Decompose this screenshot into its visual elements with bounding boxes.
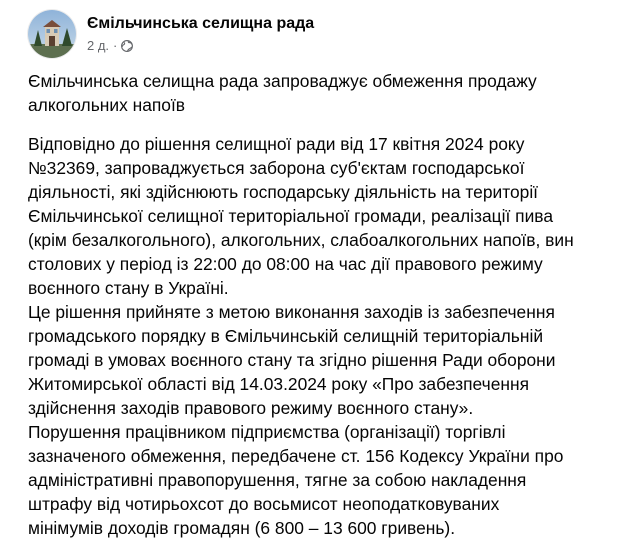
text-line: Це рішення прийняте з метою виконання заходів із забезпечення [28,302,555,322]
title-line: Ємільчинська селищна рада запроваджує обмеження продажу [28,71,537,91]
text-line: воєнного стану в Україні. [28,278,229,298]
post-subline [87,38,314,54]
text-line: (крім безалкогольного), алкогольних, слабоалкогольних напоїв, вин [28,230,574,250]
text-line: діяльності, які здійснюють господарську діяльність на території [28,182,539,202]
separator-dot: · [113,38,118,53]
text-line: Відповідно до рішення селищної ради від 17 квітня 2024 року [28,134,525,154]
text-line: Житомирської області від 14.03.2024 року «Про забезпечення [28,374,529,394]
post-header [28,10,314,60]
avatar-image [28,10,76,58]
text-line: №32369, запроваджується заборона суб'єктам господарської [28,158,525,178]
title-line: алкогольних напоїв [28,95,186,115]
text-line: здійснення заходів правового режиму воєнного стану». [28,398,474,418]
page-name-link[interactable]: Ємільчинська селищна рада [87,15,315,32]
text-line: Ємільчинської селищної територіальної громади, реалізації пива [28,206,554,226]
post-timestamp[interactable]: 2 д. [87,38,110,53]
post-body [28,69,618,540]
page-avatar[interactable] [28,10,76,58]
post-title [28,69,618,117]
text-line: зазначеного обмеження, передбачене ст. 156 Кодексу України про [28,446,564,466]
text-line: громаді в умовах воєнного стану та згідно рішення Ради оборони [28,350,556,370]
text-line: громадського порядку в Ємільчинській селищній територіальній [28,326,544,346]
text-line: штрафу від чотирьохсот до восьмисот неоподатковуваних [28,494,500,514]
text-line: мінімумів доходів громадян (6 800 – 13 600 гривень). [28,518,456,538]
post-paragraph [28,132,618,540]
post-meta [87,10,314,54]
globe-icon[interactable] [121,40,133,52]
text-line: столових у період із 22:00 до 08:00 на час дії правового режиму [28,254,543,274]
text-line: Порушення працівником підприємства (організації) торгівлі [28,422,506,442]
text-line: адміністративні правопорушення, тягне за собою накладення [28,470,527,490]
